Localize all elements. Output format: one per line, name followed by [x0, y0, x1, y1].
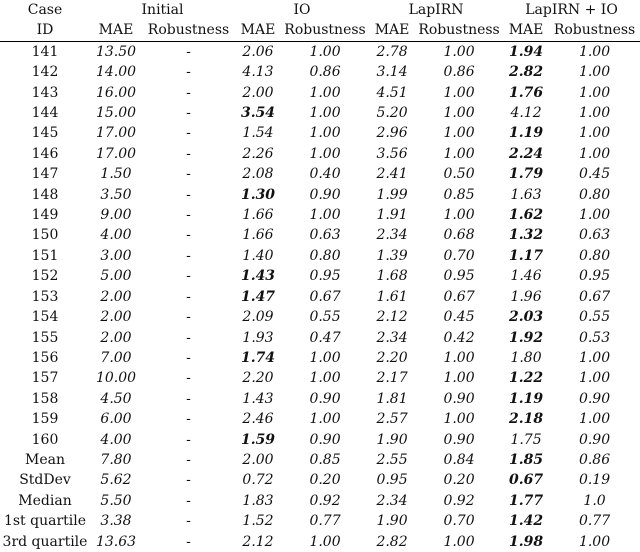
io-robustness-cell: 0.90	[309, 431, 341, 448]
io-mae-cell: 1.54	[242, 125, 274, 142]
lapirn-io-mae-cell: 1.32	[508, 227, 544, 244]
case-id-cell: 149	[31, 207, 59, 224]
io-mae-cell: 1.59	[240, 431, 276, 448]
io-mae-cell: 1.93	[242, 329, 274, 346]
lapirn-io-mae-cell: 1.98	[508, 533, 544, 550]
lapirn-robustness-cell: 0.86	[443, 64, 475, 81]
lapirn-mae-cell: 2.20	[376, 349, 408, 366]
table-body	[0, 41, 640, 552]
io-robustness-cell: 0.77	[309, 513, 341, 530]
io-mae-cell: 1.40	[242, 247, 274, 264]
lapirn-io-robustness-cell: 0.90	[578, 390, 611, 407]
lapirn-mae-cell: 2.55	[376, 451, 408, 468]
io-robustness-cell: 0.80	[309, 247, 341, 264]
lapirn-robustness-cell: 0.70	[443, 247, 475, 264]
lapirn-mae-cell: 2.12	[376, 309, 408, 326]
io-robustness-cell: 1.00	[309, 105, 341, 122]
table-row	[0, 83, 640, 103]
initial-mae-cell: 6.00	[100, 411, 132, 428]
initial-robustness-cell: -	[186, 451, 191, 468]
io-robustness-cell: 1.00	[309, 145, 341, 162]
io-mae-cell: 2.26	[242, 145, 274, 162]
io-mae-cell: 1.66	[242, 207, 274, 224]
io-mae-cell: 2.46	[242, 411, 274, 428]
group-header-initial: Initial	[141, 2, 184, 18]
summary-row	[0, 450, 640, 470]
lapirn-mae-cell: 1.91	[376, 207, 408, 224]
lapirn-robustness-cell: 1.00	[443, 84, 475, 101]
table-row	[0, 368, 640, 388]
lapirn-io-robustness-cell: 1.00	[578, 84, 611, 101]
table-row	[0, 164, 640, 184]
lapirn-io-mae-cell: 2.03	[508, 309, 544, 326]
lapirn-mae-cell: 2.34	[376, 329, 408, 346]
lapirn-io-mae-cell: 1.22	[508, 370, 544, 387]
lapirn-mae-cell: 3.14	[376, 64, 408, 81]
case-id-cell: 154	[31, 309, 59, 326]
table-row	[0, 287, 640, 307]
case-id-cell: 147	[31, 166, 59, 183]
initial-robustness-cell: -	[186, 349, 191, 366]
lapirn-robustness-cell: 1.00	[443, 533, 475, 550]
io-robustness-cell: 0.47	[309, 329, 341, 346]
case-id-cell: 142	[31, 64, 59, 81]
initial-mae-cell: 2.00	[100, 329, 132, 346]
lapirn-robustness-cell: 0.50	[443, 166, 475, 183]
initial-robustness-cell: -	[186, 125, 191, 142]
io-mae-cell: 1.74	[240, 349, 276, 366]
group-header-lapirn: LapIRN	[408, 2, 464, 18]
io-mae-cell: 0.72	[242, 472, 274, 489]
table-row	[0, 389, 640, 409]
initial-mae-cell: 3.00	[100, 247, 132, 264]
lapirn-io-robustness-cell: 1.00	[578, 533, 611, 550]
lapirn-io-mae-cell: 1.62	[508, 207, 544, 224]
metric-header-mae: MAE	[90, 20, 142, 41]
lapirn-io-mae-cell: 0.67	[508, 472, 544, 489]
initial-mae-cell: 17.00	[95, 125, 137, 142]
summary-row	[0, 470, 640, 490]
group-header-lapirn-io: LapIRN + IO	[525, 2, 618, 18]
table-row	[0, 205, 640, 225]
lapirn-mae-cell: 1.99	[376, 186, 408, 203]
table-row	[0, 144, 640, 164]
case-id-cell: 3rd quartile	[2, 533, 88, 550]
table-row	[0, 62, 640, 82]
lapirn-robustness-cell: 1.00	[443, 411, 475, 428]
lapirn-mae-cell: 2.96	[376, 125, 408, 142]
lapirn-robustness-cell: 1.00	[443, 105, 475, 122]
initial-mae-cell: 15.00	[95, 105, 137, 122]
initial-mae-cell: 9.00	[100, 207, 132, 224]
case-id-cell: StdDev	[19, 472, 71, 489]
io-mae-cell: 1.47	[240, 288, 276, 305]
lapirn-io-robustness-cell: 1.00	[578, 411, 611, 428]
initial-robustness-cell: -	[186, 390, 191, 407]
initial-mae-cell: 17.00	[95, 145, 137, 162]
lapirn-mae-cell: 2.17	[376, 370, 408, 387]
lapirn-io-robustness-cell: 1.00	[578, 370, 611, 387]
io-mae-cell: 2.20	[242, 370, 274, 387]
lapirn-io-mae-cell: 1.19	[508, 390, 544, 407]
lapirn-mae-cell: 2.41	[376, 166, 408, 183]
lapirn-io-mae-cell: 4.12	[510, 105, 542, 122]
lapirn-robustness-cell: 1.00	[443, 43, 475, 60]
initial-mae-cell: 13.50	[95, 43, 137, 60]
io-robustness-cell: 0.63	[309, 227, 341, 244]
case-id-cell: 144	[31, 105, 59, 122]
initial-robustness-cell: -	[186, 105, 191, 122]
io-mae-cell: 1.30	[240, 186, 276, 203]
initial-mae-cell: 1.50	[100, 166, 132, 183]
lapirn-robustness-cell: 1.00	[443, 125, 475, 142]
table-row	[0, 430, 640, 450]
lapirn-robustness-cell: 1.00	[443, 145, 475, 162]
metric-header-mae: MAE	[503, 20, 549, 41]
initial-robustness-cell: -	[186, 370, 191, 387]
initial-mae-cell: 16.00	[95, 84, 137, 101]
case-id-cell: 156	[31, 349, 59, 366]
io-mae-cell: 1.43	[240, 268, 276, 285]
lapirn-io-robustness-cell: 1.00	[578, 207, 611, 224]
case-id-cell: 157	[31, 370, 59, 387]
io-mae-cell: 1.52	[242, 513, 274, 530]
case-id-cell: 159	[31, 411, 59, 428]
header-row-metrics	[0, 20, 640, 41]
lapirn-mae-cell: 1.39	[376, 247, 408, 264]
lapirn-io-robustness-cell: 0.90	[578, 431, 611, 448]
lapirn-io-mae-cell: 1.94	[508, 43, 544, 60]
io-robustness-cell: 1.00	[309, 207, 341, 224]
io-robustness-cell: 1.00	[309, 370, 341, 387]
case-id-header-bottom: ID	[0, 20, 90, 41]
table-row	[0, 103, 640, 123]
io-robustness-cell: 1.00	[309, 533, 341, 550]
lapirn-mae-cell: 2.34	[376, 227, 408, 244]
lapirn-robustness-cell: 0.45	[443, 309, 475, 326]
initial-mae-cell: 7.80	[100, 451, 132, 468]
initial-robustness-cell: -	[186, 186, 191, 203]
lapirn-io-mae-cell: 2.82	[508, 64, 544, 81]
initial-robustness-cell: -	[186, 309, 191, 326]
lapirn-io-robustness-cell: 1.00	[578, 349, 611, 366]
io-mae-cell: 2.06	[242, 43, 274, 60]
lapirn-robustness-cell: 0.67	[443, 288, 475, 305]
io-mae-cell: 2.12	[242, 533, 274, 550]
summary-row	[0, 491, 640, 511]
io-robustness-cell: 0.55	[309, 309, 341, 326]
lapirn-robustness-cell: 1.00	[443, 207, 475, 224]
metric-header-robustness: Robustness	[281, 20, 369, 41]
initial-robustness-cell: -	[186, 247, 191, 264]
io-robustness-cell: 0.90	[309, 390, 341, 407]
lapirn-io-mae-cell: 2.24	[508, 145, 544, 162]
lapirn-io-mae-cell: 1.80	[510, 349, 542, 366]
initial-robustness-cell: -	[186, 411, 191, 428]
initial-robustness-cell: -	[186, 64, 191, 81]
header-row-groups	[0, 0, 640, 20]
case-id-cell: 151	[31, 247, 59, 264]
case-id-cell: 141	[31, 43, 59, 60]
lapirn-io-mae-cell: 1.46	[510, 268, 542, 285]
lapirn-robustness-cell: 0.90	[443, 390, 475, 407]
initial-mae-cell: 3.50	[100, 186, 132, 203]
initial-mae-cell: 14.00	[95, 64, 137, 81]
lapirn-robustness-cell: 0.42	[443, 329, 475, 346]
lapirn-io-robustness-cell: 1.0	[583, 492, 606, 509]
io-mae-cell: 2.08	[242, 166, 274, 183]
io-robustness-cell: 1.00	[309, 349, 341, 366]
initial-mae-cell: 3.38	[100, 513, 132, 530]
initial-mae-cell: 5.50	[100, 492, 132, 509]
lapirn-io-robustness-cell: 1.00	[578, 105, 611, 122]
metric-header-robustness: Robustness	[549, 20, 640, 41]
io-robustness-cell: 1.00	[309, 411, 341, 428]
table-row	[0, 185, 640, 205]
table-row	[0, 123, 640, 143]
lapirn-robustness-cell: 0.85	[443, 186, 475, 203]
table-row	[0, 225, 640, 245]
initial-mae-cell: 5.62	[100, 472, 132, 489]
table-row	[0, 307, 640, 327]
io-robustness-cell: 0.90	[309, 186, 341, 203]
lapirn-robustness-cell: 0.84	[443, 451, 475, 468]
case-id-cell: 152	[31, 268, 59, 285]
initial-mae-cell: 2.00	[100, 288, 132, 305]
lapirn-io-robustness-cell: 0.63	[578, 227, 611, 244]
case-id-cell: 143	[31, 84, 59, 101]
initial-mae-cell: 4.50	[100, 390, 132, 407]
io-robustness-cell: 0.67	[309, 288, 341, 305]
lapirn-io-robustness-cell: 1.00	[578, 125, 611, 142]
initial-mae-cell: 4.00	[100, 431, 132, 448]
table-row	[0, 348, 640, 368]
table-row	[0, 246, 640, 266]
initial-mae-cell: 5.00	[100, 268, 132, 285]
io-robustness-cell: 0.92	[309, 492, 341, 509]
lapirn-io-robustness-cell: 1.00	[578, 64, 611, 81]
table-row	[0, 328, 640, 348]
lapirn-robustness-cell: 0.95	[443, 268, 475, 285]
case-id-cell: 148	[31, 186, 59, 203]
initial-robustness-cell: -	[186, 288, 191, 305]
case-id-header-top: Case	[27, 2, 63, 18]
initial-robustness-cell: -	[186, 513, 191, 530]
io-robustness-cell: 0.40	[309, 166, 341, 183]
io-robustness-cell: 0.95	[309, 268, 341, 285]
case-id-cell: 146	[31, 145, 59, 162]
table-row	[0, 409, 640, 429]
lapirn-robustness-cell: 0.68	[443, 227, 475, 244]
lapirn-robustness-cell: 0.20	[443, 472, 475, 489]
lapirn-io-robustness-cell: 0.80	[578, 186, 611, 203]
initial-robustness-cell: -	[186, 227, 191, 244]
case-id-cell: 153	[31, 288, 59, 305]
lapirn-io-mae-cell: 1.92	[508, 329, 544, 346]
io-robustness-cell: 0.86	[309, 64, 341, 81]
io-mae-cell: 4.13	[242, 64, 274, 81]
lapirn-io-robustness-cell: 0.77	[578, 513, 611, 530]
lapirn-robustness-cell: 0.92	[443, 492, 475, 509]
initial-robustness-cell: -	[186, 472, 191, 489]
case-id-cell: 150	[31, 227, 59, 244]
lapirn-mae-cell: 2.57	[376, 411, 408, 428]
lapirn-io-robustness-cell: 0.95	[578, 268, 611, 285]
lapirn-io-mae-cell: 1.75	[510, 431, 542, 448]
case-id-cell: 145	[31, 125, 59, 142]
initial-robustness-cell: -	[186, 145, 191, 162]
lapirn-mae-cell: 0.95	[376, 472, 408, 489]
lapirn-io-mae-cell: 1.79	[508, 166, 544, 183]
initial-mae-cell: 13.63	[95, 533, 137, 550]
initial-robustness-cell: -	[186, 431, 191, 448]
metric-header-mae: MAE	[369, 20, 415, 41]
lapirn-io-robustness-cell: 0.19	[578, 472, 611, 489]
io-robustness-cell: 0.20	[309, 472, 341, 489]
initial-robustness-cell: -	[186, 533, 191, 550]
io-mae-cell: 2.09	[242, 309, 274, 326]
group-header-io: IO	[293, 2, 311, 18]
lapirn-io-robustness-cell: 1.00	[578, 145, 611, 162]
initial-robustness-cell: -	[186, 43, 191, 60]
case-id-cell: Mean	[25, 451, 65, 468]
initial-robustness-cell: -	[186, 329, 191, 346]
lapirn-io-robustness-cell: 0.53	[578, 329, 611, 346]
case-id-cell: Median	[18, 492, 72, 509]
lapirn-robustness-cell: 0.90	[443, 431, 475, 448]
metric-header-mae: MAE	[235, 20, 281, 41]
case-id-cell: 160	[31, 431, 59, 448]
lapirn-io-robustness-cell: 0.80	[578, 247, 611, 264]
lapirn-io-mae-cell: 1.42	[508, 513, 544, 530]
io-mae-cell: 2.00	[242, 84, 274, 101]
lapirn-mae-cell: 5.20	[376, 105, 408, 122]
case-id-cell: 158	[31, 390, 59, 407]
io-mae-cell: 3.54	[240, 105, 276, 122]
initial-mae-cell: 4.00	[100, 227, 132, 244]
lapirn-io-robustness-cell: 0.45	[578, 166, 611, 183]
lapirn-robustness-cell: 1.00	[443, 370, 475, 387]
lapirn-io-mae-cell: 2.18	[508, 411, 544, 428]
io-mae-cell: 1.66	[242, 227, 274, 244]
table-row	[0, 41, 640, 62]
lapirn-mae-cell: 3.56	[376, 145, 408, 162]
lapirn-io-mae-cell: 1.77	[508, 492, 544, 509]
lapirn-mae-cell: 1.61	[376, 288, 408, 305]
lapirn-mae-cell: 1.81	[376, 390, 408, 407]
io-mae-cell: 1.83	[242, 492, 274, 509]
lapirn-robustness-cell: 0.70	[443, 513, 475, 530]
lapirn-io-mae-cell: 1.76	[508, 84, 544, 101]
initial-robustness-cell: -	[186, 84, 191, 101]
summary-row	[0, 511, 640, 531]
lapirn-mae-cell: 4.51	[376, 84, 408, 101]
io-mae-cell: 2.00	[242, 451, 274, 468]
io-robustness-cell: 1.00	[309, 125, 341, 142]
lapirn-mae-cell: 1.90	[376, 431, 408, 448]
io-mae-cell: 1.43	[242, 390, 274, 407]
lapirn-io-robustness-cell: 0.67	[578, 288, 611, 305]
table-row	[0, 266, 640, 286]
lapirn-io-robustness-cell: 1.00	[578, 43, 611, 60]
lapirn-mae-cell: 2.82	[376, 533, 408, 550]
lapirn-mae-cell: 2.78	[376, 43, 408, 60]
initial-robustness-cell: -	[186, 207, 191, 224]
initial-robustness-cell: -	[186, 492, 191, 509]
initial-mae-cell: 7.00	[100, 349, 132, 366]
io-robustness-cell: 0.85	[309, 451, 341, 468]
lapirn-io-mae-cell: 1.17	[508, 247, 544, 264]
lapirn-io-mae-cell: 1.96	[510, 288, 542, 305]
lapirn-io-mae-cell: 1.63	[510, 186, 542, 203]
io-robustness-cell: 1.00	[309, 84, 341, 101]
metric-header-robustness: Robustness	[415, 20, 503, 41]
metric-header-robustness: Robustness	[142, 20, 235, 41]
lapirn-mae-cell: 1.68	[376, 268, 408, 285]
lapirn-mae-cell: 1.90	[376, 513, 408, 530]
case-id-cell: 155	[31, 329, 59, 346]
lapirn-io-mae-cell: 1.85	[508, 451, 544, 468]
lapirn-robustness-cell: 1.00	[443, 349, 475, 366]
lapirn-mae-cell: 2.34	[376, 492, 408, 509]
io-robustness-cell: 1.00	[309, 43, 341, 60]
initial-mae-cell: 2.00	[100, 309, 132, 326]
initial-robustness-cell: -	[186, 166, 191, 183]
lapirn-io-robustness-cell: 0.55	[578, 309, 611, 326]
case-id-cell: 1st quartile	[3, 513, 87, 530]
lapirn-io-robustness-cell: 0.86	[578, 451, 611, 468]
initial-mae-cell: 10.00	[95, 370, 137, 387]
initial-robustness-cell: -	[186, 268, 191, 285]
lapirn-io-mae-cell: 1.19	[508, 125, 544, 142]
